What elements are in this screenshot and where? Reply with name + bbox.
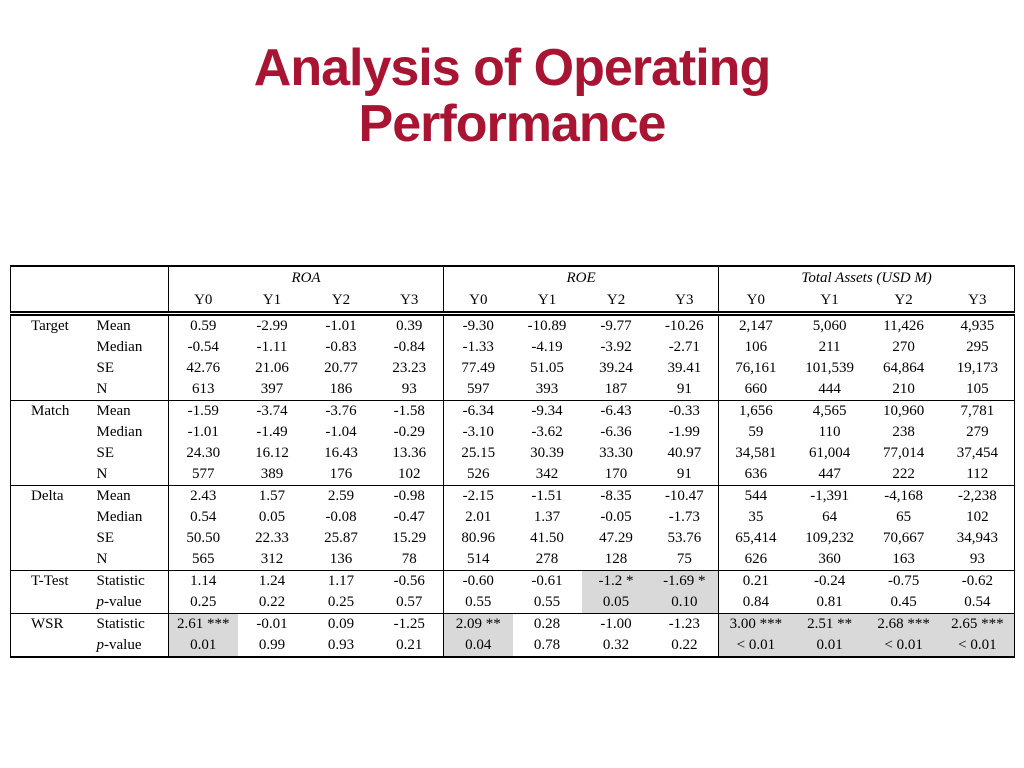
table-cell: -0.29 — [393, 424, 425, 440]
group-label — [11, 635, 95, 657]
table-cell: 65,414 — [719, 528, 793, 549]
table-cell: 279 — [966, 424, 989, 440]
table-cell: 636 — [719, 464, 793, 486]
table-cell: -0.60 — [444, 571, 513, 593]
table-cell: 544 — [719, 486, 793, 508]
table-cell: 0.28 — [513, 614, 582, 636]
table-cell: -1.59 — [169, 401, 238, 423]
table-cell: 0.57 — [396, 594, 423, 610]
table-cell: 25.15 — [444, 443, 513, 464]
table-cell: 0.54 — [169, 507, 238, 528]
table-cell: 176 — [329, 466, 353, 482]
year-header: Y2 — [582, 290, 651, 314]
table-cell: 30.39 — [530, 445, 564, 461]
table-row — [11, 507, 1015, 528]
table-cell: 59 — [719, 422, 793, 443]
header-group-row — [11, 266, 1015, 290]
table-row — [11, 401, 1015, 423]
table-cell: 33.30 — [599, 445, 633, 461]
table-cell: 2.09 ** — [444, 614, 513, 636]
group-label: T-Test — [11, 571, 95, 593]
table-cell: 0.21 — [719, 571, 793, 593]
table-cell: -1,391 — [793, 486, 867, 508]
table-cell: -1.01 — [169, 422, 238, 443]
table-cell: 109,232 — [805, 530, 854, 546]
table-cell: 65 — [896, 509, 912, 525]
table-cell: 50.50 — [169, 528, 238, 549]
table-cell: 70,667 — [882, 530, 925, 546]
group-label — [11, 379, 95, 401]
table-cell: 76,161 — [719, 358, 793, 379]
table-cell: -2.71 — [668, 339, 700, 355]
table-row — [11, 443, 1015, 464]
table-cell: 101,539 — [805, 360, 854, 376]
table-cell: 2.43 — [169, 486, 238, 508]
table-header — [11, 266, 1015, 314]
table-cell: -0.56 — [376, 571, 444, 593]
table-cell: -0.24 — [793, 571, 867, 593]
table-cell: 0.55 — [444, 592, 513, 614]
table-cell: 2.68 *** — [867, 614, 941, 636]
table-cell: 565 — [169, 549, 238, 571]
table-cell: 16.12 — [255, 445, 289, 461]
table-cell: 312 — [260, 551, 284, 567]
table-cell: 39.24 — [599, 360, 633, 376]
table-cell: 110 — [818, 424, 841, 440]
table-cell: 577 — [169, 464, 238, 486]
table-cell: 16.43 — [324, 445, 358, 461]
row-label: p-value — [96, 594, 142, 610]
table-cell: -0.83 — [325, 339, 357, 355]
table-cell: 42.76 — [169, 358, 238, 379]
table-cell: 0.78 — [533, 637, 561, 653]
table-cell: 163 — [892, 551, 915, 567]
table-row — [11, 337, 1015, 358]
table-cell: 1.24 — [238, 571, 307, 593]
table-cell: -9.77 — [600, 318, 632, 334]
table-cell: 21.06 — [255, 360, 289, 376]
group-label — [11, 422, 95, 443]
table-cell: -3.10 — [444, 422, 513, 443]
table-cell: 22.33 — [255, 530, 289, 546]
table-cell: 613 — [169, 379, 238, 401]
row-label: Median — [96, 509, 143, 525]
table-cell: 1.57 — [238, 486, 307, 508]
table-cell: -1.69 * — [651, 571, 719, 593]
table-cell: 1.17 — [307, 571, 376, 593]
table-cell: 0.25 — [169, 592, 238, 614]
group-label — [11, 592, 95, 614]
row-label: Mean — [95, 486, 169, 508]
table-cell: -2.99 — [256, 318, 288, 334]
table-cell: -3.62 — [531, 424, 563, 440]
table-cell: 0.55 — [533, 594, 561, 610]
table-cell: 0.25 — [327, 594, 355, 610]
group-label: Delta — [11, 486, 95, 508]
table-cell: -6.43 — [582, 401, 651, 423]
group-label: Target — [31, 318, 69, 334]
table-row — [11, 592, 1015, 614]
table-cell: 35 — [719, 507, 793, 528]
table-cell: -10.89 — [527, 318, 567, 334]
table-cell: 0.22 — [671, 637, 698, 653]
table-cell: -1.33 — [444, 337, 513, 358]
table-cell: 102 — [398, 466, 421, 482]
table-cell: 78 — [401, 551, 417, 567]
table-cell: 25.87 — [324, 530, 358, 546]
table-body — [11, 314, 1015, 658]
table-cell: 91 — [676, 466, 692, 482]
row-label: Statistic — [95, 614, 169, 636]
table-cell: 2.51 ** — [793, 614, 867, 636]
table-row — [11, 314, 1015, 338]
table-cell: 51.05 — [530, 360, 564, 376]
table-cell: 41.50 — [530, 530, 564, 546]
table-cell: 4,935 — [960, 318, 995, 334]
table-cell: 128 — [604, 551, 628, 567]
table-cell: 19,173 — [956, 360, 998, 376]
table-cell: 2,147 — [719, 314, 793, 338]
row-label: N — [96, 551, 108, 567]
performance-table — [10, 265, 1015, 658]
table-cell: 2.61 *** — [169, 614, 238, 636]
table-cell: -10.47 — [651, 486, 719, 508]
row-label: SE — [96, 445, 115, 461]
group-label — [11, 358, 95, 379]
table-cell: -1.11 — [256, 339, 288, 355]
table-cell: 597 — [444, 379, 513, 401]
table-cell: 0.05 — [258, 509, 286, 525]
table-cell: 170 — [604, 466, 628, 482]
group-label — [11, 507, 95, 528]
table-cell: 0.10 — [651, 592, 719, 614]
table-cell: 238 — [892, 424, 915, 440]
year-header: Y0 — [719, 290, 793, 314]
table-cell: -4.19 — [531, 339, 563, 355]
table-row — [11, 528, 1015, 549]
table-cell: -0.33 — [651, 401, 719, 423]
table-cell: -6.36 — [600, 424, 632, 440]
table-cell: -3.74 — [238, 401, 307, 423]
table-cell: -0.54 — [169, 337, 238, 358]
group-label — [11, 549, 95, 571]
table-cell: 64 — [822, 509, 838, 525]
table-cell: -6.34 — [444, 401, 513, 423]
table-cell: 102 — [966, 509, 989, 525]
column-group-label: Total Assets (USD M) — [719, 266, 1015, 290]
group-label: Match — [11, 401, 95, 423]
table-cell: 0.59 — [169, 314, 238, 338]
table-row — [11, 571, 1015, 593]
year-header: Y2 — [867, 290, 941, 314]
year-header: Y3 — [376, 290, 444, 314]
table-cell: 34,581 — [719, 443, 793, 464]
table-cell: -1.49 — [256, 424, 288, 440]
table-cell: -0.05 — [600, 509, 632, 525]
table-cell: 2.01 — [444, 507, 513, 528]
table-cell: -0.84 — [393, 339, 425, 355]
table-cell: -2.15 — [444, 486, 513, 508]
slide-title — [0, 40, 1024, 152]
table-cell: 187 — [604, 381, 628, 397]
row-label: Statistic — [95, 571, 169, 593]
table-row — [11, 464, 1015, 486]
table-cell: -1.73 — [668, 509, 700, 525]
table-cell: 295 — [966, 339, 989, 355]
table-cell: 0.93 — [327, 637, 355, 653]
table-cell: -1.51 — [513, 486, 582, 508]
table-cell: -0.08 — [325, 509, 357, 525]
table-cell: 39.41 — [667, 360, 702, 376]
table-cell: 210 — [892, 381, 915, 397]
table-cell: 106 — [719, 337, 793, 358]
table-cell: 64,864 — [882, 360, 925, 376]
table-cell: 186 — [329, 381, 353, 397]
table-cell: -1.58 — [376, 401, 444, 423]
year-header: Y3 — [651, 290, 719, 314]
table-cell: 2.59 — [307, 486, 376, 508]
table-cell: 77.49 — [444, 358, 513, 379]
table-cell: 278 — [535, 551, 559, 567]
table-cell: < 0.01 — [867, 635, 941, 657]
table-cell: 0.21 — [396, 637, 423, 653]
table-cell: -0.01 — [238, 614, 307, 636]
header-stub — [11, 266, 169, 290]
column-group-label: ROA — [169, 266, 444, 290]
table-cell: -2,238 — [941, 486, 1015, 508]
table-cell: 13.36 — [392, 445, 427, 461]
table-row — [11, 635, 1015, 657]
table-cell: 0.99 — [258, 637, 286, 653]
table-row — [11, 614, 1015, 636]
table-cell: < 0.01 — [941, 635, 1015, 657]
header-year-row — [11, 290, 1015, 314]
year-header: Y1 — [238, 290, 307, 314]
table-cell: -8.35 — [582, 486, 651, 508]
table-cell: 211 — [818, 339, 841, 355]
group-label: WSR — [11, 614, 95, 636]
row-label: p-value — [96, 637, 142, 653]
table-cell: 80.96 — [444, 528, 513, 549]
table-cell: 34,943 — [956, 530, 998, 546]
table-cell: 0.05 — [582, 592, 651, 614]
table-cell: 447 — [818, 466, 841, 482]
table-cell: 0.04 — [444, 635, 513, 657]
table-cell: 2.65 *** — [941, 614, 1015, 636]
year-header: Y0 — [444, 290, 513, 314]
table-cell: -3.76 — [307, 401, 376, 423]
row-label: SE — [96, 360, 115, 376]
table-cell: 24.30 — [169, 443, 238, 464]
row-label: Median — [96, 339, 143, 355]
table-cell: -1.04 — [325, 424, 357, 440]
table-cell: 0.81 — [816, 594, 843, 610]
table-cell: 514 — [444, 549, 513, 571]
table-cell: 1,656 — [719, 401, 793, 423]
table-cell: -0.61 — [513, 571, 582, 593]
table-cell: -1.99 — [668, 424, 700, 440]
table-cell: 270 — [892, 339, 915, 355]
table-cell: 5,060 — [812, 318, 847, 334]
table-cell: 660 — [719, 379, 793, 401]
table-cell: -0.98 — [376, 486, 444, 508]
table-cell: 222 — [892, 466, 915, 482]
table-cell: 397 — [260, 381, 284, 397]
table-cell: 53.76 — [667, 530, 702, 546]
table-cell: 4,565 — [793, 401, 867, 423]
table-cell: 75 — [676, 551, 692, 567]
table-row — [11, 486, 1015, 508]
table-cell: 342 — [535, 466, 559, 482]
row-label: Median — [96, 424, 143, 440]
table-cell: -9.30 — [444, 314, 513, 338]
table-cell: 3.00 *** — [719, 614, 793, 636]
table-cell: 626 — [719, 549, 793, 571]
row-label: N — [96, 381, 108, 397]
table-cell: 7,781 — [941, 401, 1015, 423]
table-cell: 11,426 — [883, 318, 924, 334]
table-cell: 91 — [676, 381, 692, 397]
table-cell: -9.34 — [513, 401, 582, 423]
table-cell: -4,168 — [867, 486, 941, 508]
table-cell: -1.25 — [376, 614, 444, 636]
table-cell: -0.75 — [867, 571, 941, 593]
table-cell: -1.00 — [582, 614, 651, 636]
table-cell: 105 — [966, 381, 989, 397]
table-cell: 112 — [966, 466, 989, 482]
table-cell: -1.01 — [325, 318, 357, 334]
table-cell: 1.14 — [169, 571, 238, 593]
table-cell: -3.92 — [600, 339, 632, 355]
title-line-2: Performance — [358, 95, 666, 154]
table-cell: 0.54 — [964, 594, 991, 610]
row-label: Mean — [96, 318, 131, 334]
table-row — [11, 379, 1015, 401]
table-cell: 0.45 — [890, 594, 917, 610]
header-stub — [11, 290, 169, 314]
table-cell: -1.2 * — [582, 571, 651, 593]
table-cell: -10.26 — [664, 318, 704, 334]
row-label: N — [96, 466, 108, 482]
table-cell: 61,004 — [808, 445, 851, 461]
table-cell: 0.09 — [307, 614, 376, 636]
year-header: Y1 — [793, 290, 867, 314]
table-cell: 1.37 — [533, 509, 561, 525]
year-header: Y3 — [941, 290, 1015, 314]
table-row — [11, 549, 1015, 571]
title-line-1: Analysis of Operating — [253, 39, 771, 97]
table-cell: 77,014 — [882, 445, 925, 461]
group-label — [11, 443, 95, 464]
table-cell: -0.47 — [393, 509, 425, 525]
table-cell: 93 — [969, 551, 985, 567]
table-cell: 526 — [444, 464, 513, 486]
table-cell: -1.23 — [651, 614, 719, 636]
group-label — [11, 528, 95, 549]
table-cell: 360 — [818, 551, 841, 567]
table-cell: 0.22 — [258, 594, 286, 610]
year-header: Y2 — [307, 290, 376, 314]
table-cell: 47.29 — [599, 530, 633, 546]
table-cell: 136 — [329, 551, 353, 567]
table-cell: 0.39 — [396, 318, 423, 334]
group-label — [11, 337, 95, 358]
table-cell: 15.29 — [392, 530, 427, 546]
table-cell: 0.01 — [169, 635, 238, 657]
table-cell: 0.84 — [719, 592, 793, 614]
table-row — [11, 422, 1015, 443]
year-header: Y1 — [513, 290, 582, 314]
table-cell: -0.62 — [941, 571, 1015, 593]
table-cell: 0.01 — [793, 635, 867, 657]
table-cell: 10,960 — [867, 401, 941, 423]
column-group-label: ROE — [444, 266, 719, 290]
table-cell: 444 — [818, 381, 841, 397]
table-row — [11, 358, 1015, 379]
table-cell: 93 — [401, 381, 417, 397]
table-cell: 37,454 — [956, 445, 998, 461]
row-label: Mean — [95, 401, 169, 423]
row-label: SE — [96, 530, 115, 546]
table-cell: 23.23 — [392, 360, 427, 376]
year-header: Y0 — [169, 290, 238, 314]
table-cell: 20.77 — [324, 360, 358, 376]
table-cell: 0.32 — [602, 637, 630, 653]
table-cell: 393 — [535, 381, 559, 397]
table-cell: < 0.01 — [719, 635, 793, 657]
table-cell: 389 — [260, 466, 284, 482]
table-cell: 40.97 — [667, 445, 702, 461]
group-label — [11, 464, 95, 486]
